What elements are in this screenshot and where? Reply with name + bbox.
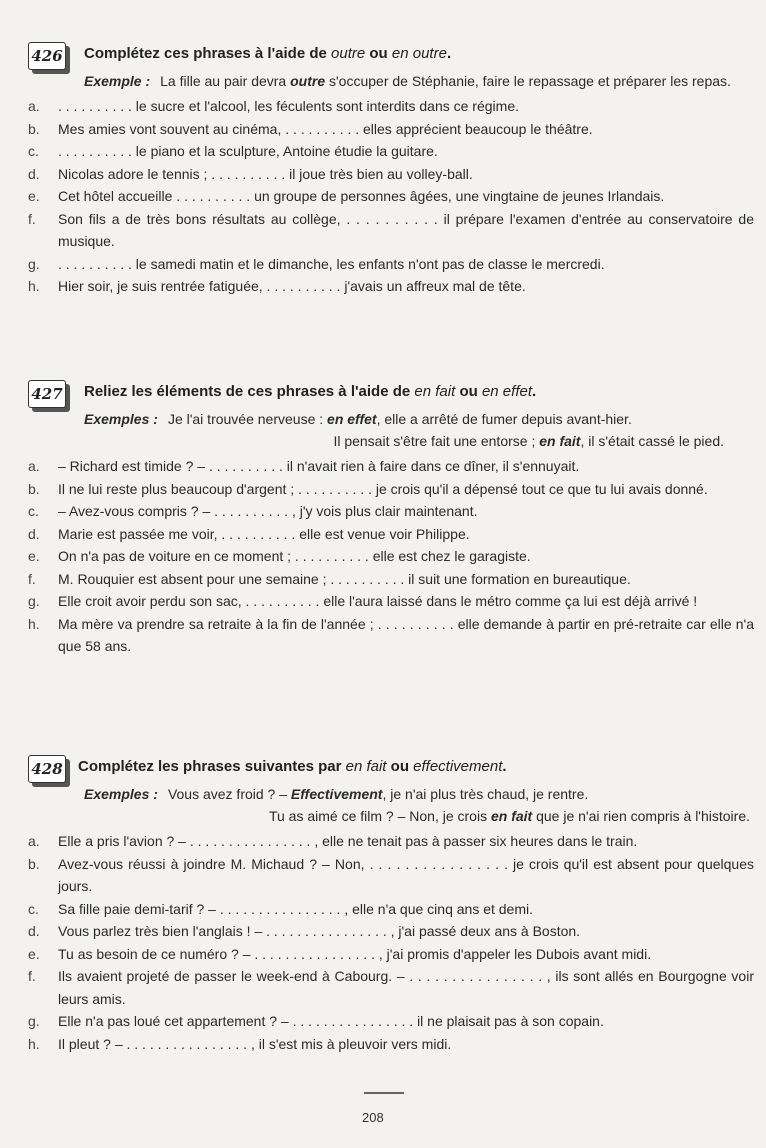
exercise-number-badge: 427: [28, 380, 66, 408]
example-sentence: La fille au pair devra outre s'occuper de Stéphanie, faire le repassage et préparer les repas.: [160, 73, 731, 89]
example-label: Exemple :: [84, 73, 151, 89]
exercise-item: a. . . . . . . . . . . le sucre et l'alcool, les féculents sont interdits dans ce régime.: [28, 98, 519, 114]
exercise-item: f. Son fils a de très bons résultats au collège, . . . . . . . . . . il prépare l'examen d'entrée au conservatoire de musique.: [28, 210, 754, 249]
exercise-header: [24, 42, 754, 68]
example-sentence: Vous avez froid ? – Effectivement, je n'ai plus très chaud, je rentre.: [167, 786, 589, 802]
example-block: [84, 408, 754, 452]
page-number: 208: [362, 1110, 384, 1125]
exercise-items: [24, 455, 754, 658]
exercise-427: [24, 380, 754, 658]
exercise-item: d. Nicolas adore le tennis ; . . . . . . . . . . il joue très bien au volley-ball.: [28, 165, 473, 182]
exercise-item: g. Elle n'a pas loué cet appartement ? – . . . . . . . . . . . . . . . . il ne plaisait pas à son copain.: [28, 1013, 604, 1029]
exercise-item: g. Elle croit avoir perdu son sac, . . . . . . . . . . elle l'aura laissé dans le métro comme ça lui est déjà arrivé !: [28, 593, 698, 609]
example-label: Exemples :: [84, 786, 158, 802]
exercise-number-badge: 428: [28, 755, 66, 783]
exercise-item: b. Il ne lui reste plus beaucoup d'argent ; . . . . . . . . . . je crois qu'il a dépensé tout ce que tu lui avais donné.: [28, 480, 708, 497]
exercise-item: d. Marie est passée me voir, . . . . . . . . . . elle est venue voir Philippe.: [28, 525, 470, 542]
exercise-item: a. Elle a pris l'avion ? – . . . . . . . . . . . . . . . . , elle ne tenait pas à passer six heures dans le train.: [28, 833, 638, 849]
exercise-header: [24, 755, 754, 781]
exercise-item: e. On n'a pas de voiture en ce moment ; . . . . . . . . . . elle est chez le garagiste.: [28, 548, 531, 564]
exercise-item: h. Hier soir, je suis rentrée fatiguée, . . . . . . . . . . j'avais un affreux mal de tête.: [28, 278, 526, 294]
exercise-items: [24, 830, 754, 1055]
exercise-item: h. Ma mère va prendre sa retraite à la fin de l'année ; . . . . . . . . . . elle demande à partir en pré-retraite car elle n'a que 58 ans.: [28, 615, 754, 654]
exercise-item: f. Ils avaient projeté de passer le week-end à Cabourg. – . . . . . . . . . . . . . . . . , ils sont allés en Bourgogne voir leurs amis.: [28, 968, 754, 1007]
exercise-header: [24, 380, 754, 406]
exercise-instruction: Reliez les éléments de ces phrases à l'aide de en fait ou en effet.: [84, 383, 537, 400]
exercise-item: e. Tu as besoin de ce numéro ? – . . . . . . . . . . . . . . . . , j'ai promis d'appeler les Dubois avant midi.: [28, 945, 652, 962]
exercise-item: h. Il pleut ? – . . . . . . . . . . . . . . . . , il s'est mis à pleuvoir vers midi.: [28, 1035, 452, 1052]
exercise-428: [24, 755, 754, 1055]
exercise-item: e. Cet hôtel accueille . . . . . . . . . . un groupe de personnes âgées, une vingtaine de jeunes Irlandais.: [28, 188, 665, 204]
exercise-item: c. – Avez-vous compris ? – . . . . . . . . . . , j'y vois plus clair maintenant.: [28, 503, 478, 519]
footer-divider: [364, 1092, 404, 1094]
exercise-item: c. Sa fille paie demi-tarif ? – . . . . . . . . . . . . . . . . , elle n'a que cinq ans et demi.: [28, 900, 534, 917]
exercise-item: b. Avez-vous réussi à joindre M. Michaud ? – Non, . . . . . . . . . . . . . . . . je crois qu'il est absent pour quelques jours.: [28, 855, 754, 894]
exercise-item: c. . . . . . . . . . . le piano et la sculpture, Antoine étudie la guitare.: [28, 143, 438, 159]
exercise-item: a. – Richard est timide ? – . . . . . . . . . . il n'avait rien à faire dans ce dîner, il s'ennuyait.: [28, 458, 580, 474]
example-label: Exemples :: [84, 411, 158, 427]
example-sentence: Tu as aimé ce film ? – Non, je crois en fait que je n'ai rien compris à l'histoire.: [268, 808, 750, 824]
example-block: [84, 783, 754, 827]
exercise-items: [24, 95, 754, 298]
exercise-item: f. M. Rouquier est absent pour une semaine ; . . . . . . . . . . il suit une formation en bureautique.: [28, 570, 631, 587]
exercise-item: b. Mes amies vont souvent au cinéma, . . . . . . . . . . elles apprécient beaucoup le théâtre.: [28, 120, 593, 137]
example-block: [84, 70, 754, 92]
exercise-426: [24, 42, 754, 298]
example-sentence: Je l'ai trouvée nerveuse : en effet, elle a arrêté de fumer depuis avant-hier.: [167, 411, 632, 427]
exercise-instruction: Complétez ces phrases à l'aide de outre ou en outre.: [84, 45, 452, 62]
exercise-item: g. . . . . . . . . . . le samedi matin et le dimanche, les enfants n'ont pas de classe le mercredi.: [28, 255, 605, 272]
example-sentence: Il pensait s'être fait une entorse ; en fait, il s'était cassé le pied.: [333, 433, 724, 449]
exercise-number-badge: 426: [28, 42, 66, 70]
exercise-instruction: Complétez les phrases suivantes par en fait ou effectivement.: [78, 758, 507, 775]
exercise-item: d. Vous parlez très bien l'anglais ! – . . . . . . . . . . . . . . . . , j'ai passé deux ans à Boston.: [28, 923, 581, 939]
